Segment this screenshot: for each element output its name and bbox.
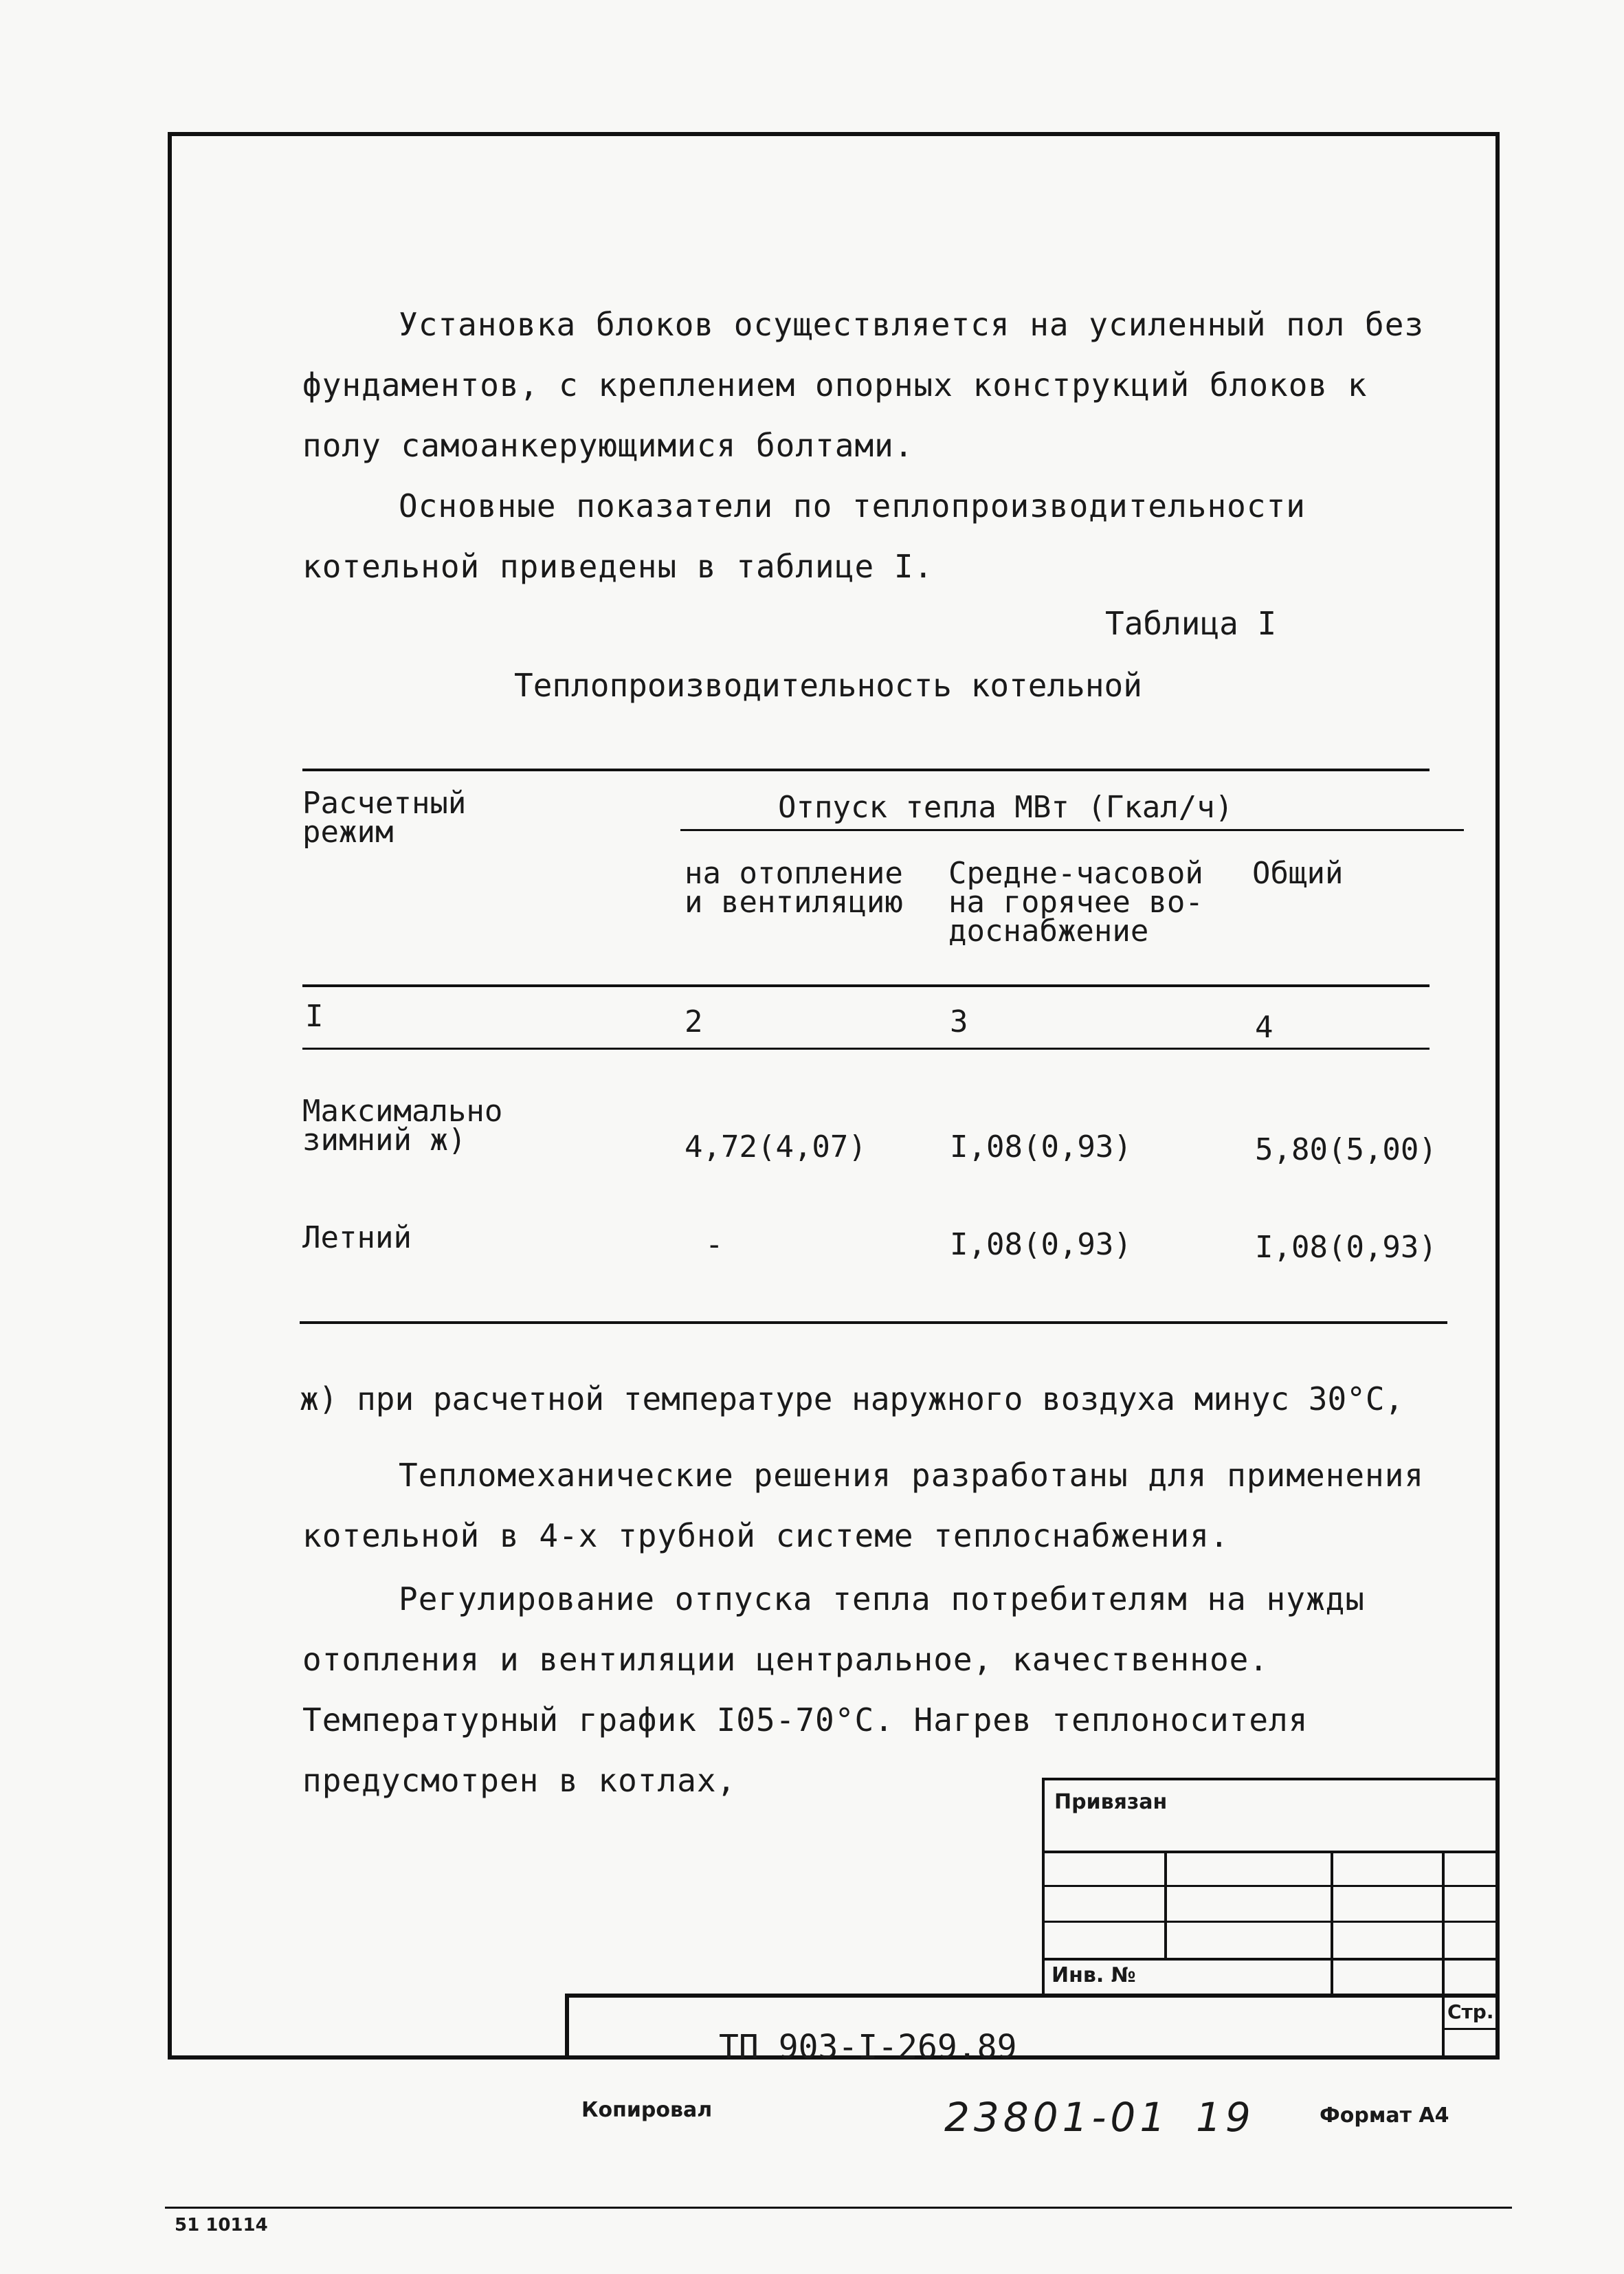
handwritten-number: 23801-01 [944, 2094, 1170, 2141]
header-total: Общий [1252, 856, 1344, 891]
row-winter-total: 5,80(5,00) [1255, 1132, 1437, 1167]
header-group-rule [680, 829, 1464, 831]
header-mode: Расчетный режим [302, 786, 467, 850]
row-mode-winter: Максимально зимний ж) [302, 1094, 503, 1158]
page-box-divider [1442, 2028, 1500, 2030]
header-bottom-rule [302, 984, 1430, 987]
document-code: ТП 903-I-269.89 [719, 2028, 1017, 2066]
document-code-box [565, 1994, 1500, 2060]
signature-grid [1042, 1851, 1500, 1961]
paragraph-regulation: Регулирование отпуска тепла потребителям на нужды отопления и вентиляции центральное, качественное. Температурный график I05-70°С. Нагрев теплоносителя предусмотрен в котлах, [302, 1580, 1366, 1799]
row-summer-heating: - [705, 1227, 724, 1262]
table-top-rule [302, 769, 1430, 771]
signature-grid-col-1 [1164, 1851, 1167, 1961]
numbers-rule [302, 1048, 1430, 1050]
format-label: Формат А4 [1320, 2104, 1449, 2128]
row-winter-hot-water: I,08(0,93) [950, 1129, 1132, 1164]
column-number-3: 3 [950, 1004, 968, 1039]
archive-number: 51 10114 [175, 2215, 268, 2236]
row-summer-total: I,08(0,93) [1255, 1230, 1437, 1265]
handwritten-page-number: 19 [1196, 2094, 1255, 2141]
paragraph-main-indicators: Основные показатели по теплопроизводительности котельной приведены в таблице I. [302, 487, 1306, 585]
table-title: Теплопроизводительность котельной [514, 667, 1142, 704]
column-number-4: 4 [1255, 1010, 1273, 1045]
row-summer-hot-water: I,08(0,93) [950, 1227, 1132, 1262]
page-label: Стр. [1447, 2000, 1494, 2023]
column-number-1: I [305, 999, 324, 1034]
header-hot-water: Средне-часовой на горячее во- доснабжение [948, 856, 1203, 949]
footnote: ж) при расчетной температуре наружного воздуха минус 30°С, [300, 1380, 1404, 1417]
header-heating: на отопление и вентиляцию [685, 856, 903, 920]
signature-grid-row-2 [1042, 1921, 1500, 1923]
signature-grid-row-1 [1042, 1885, 1500, 1887]
row-winter-heating: 4,72(4,07) [685, 1129, 867, 1164]
row-mode-summer: Летний [302, 1220, 412, 1255]
paragraph-installation: Установка блоков осуществляется на усиленный пол без фундаментов, с креплением опорных конструкций блоков к полу самоанкерующимися болтами. [302, 306, 1425, 464]
header-heat-release: Отпуск тепла МВт (Гкал/ч) [778, 790, 1234, 825]
bottom-rule [165, 2207, 1512, 2209]
table-label: Таблица I [1105, 605, 1277, 642]
column-number-2: 2 [685, 1004, 703, 1039]
inventory-number-label: Инв. № [1052, 1963, 1136, 1987]
paragraph-thermomechanical: Тепломеханические решения разработаны для применения котельной в 4-х трубной системе теплоснабжения. [302, 1457, 1425, 1554]
privyazan-box [1042, 1778, 1500, 1853]
copied-label: Копировал [581, 2098, 713, 2122]
privyazan-label: Привязан [1054, 1790, 1168, 1814]
table-bottom-rule [300, 1321, 1447, 1324]
